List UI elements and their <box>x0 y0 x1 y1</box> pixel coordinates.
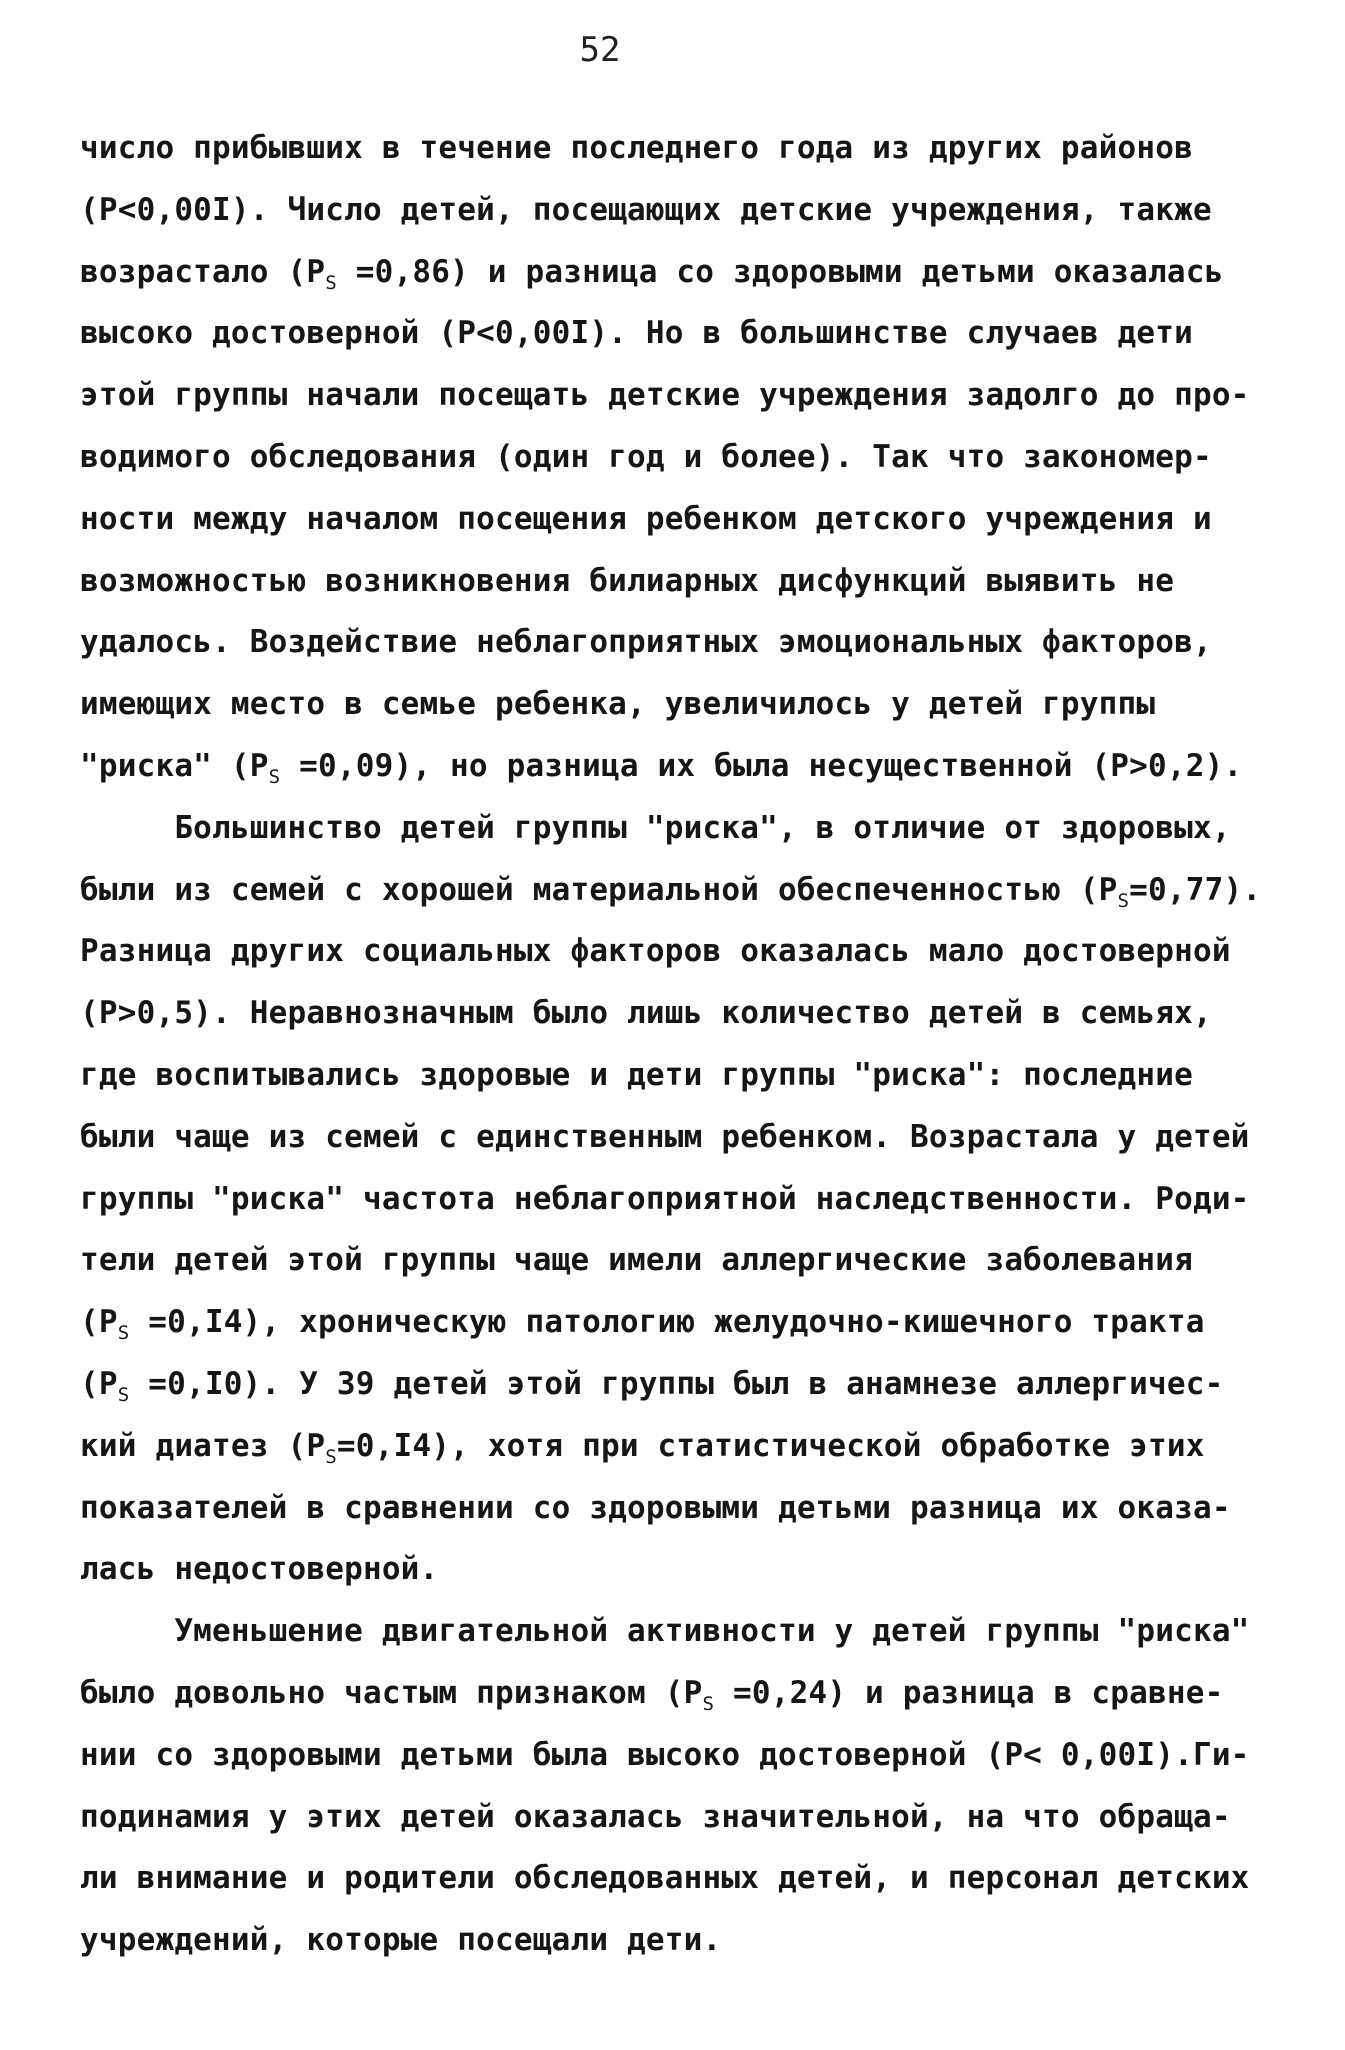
text-segment: число прибывших в течение последнего года из других районов <box>80 130 1193 166</box>
text-segment: Уменьшение двигательной активности у детей группы "риска" <box>80 1613 1250 1650</box>
text-line <box>80 1169 1265 1231</box>
text-line <box>80 489 1265 551</box>
text-segment: "риска" (P <box>80 747 269 784</box>
text-segment: Разница других социальных факторов оказалась мало достоверной <box>80 933 1231 970</box>
text-segment: =0,I4), хотя при статистической обработке этих <box>336 1427 1205 1464</box>
text-line <box>80 551 1265 613</box>
text-line <box>80 365 1265 427</box>
text-line <box>80 303 1265 365</box>
text-segment: показателей в сравнении со здоровыми детьми разница их оказа- <box>80 1489 1231 1526</box>
text-line <box>80 1478 1265 1540</box>
text-line <box>80 180 1265 242</box>
page-number: 52 <box>579 30 621 70</box>
text-segment: (P <box>80 1365 118 1402</box>
text-segment: где воспитывались здоровые и дети группы "риска": последние <box>80 1056 1193 1093</box>
text-line <box>80 1107 1265 1169</box>
text-segment: было довольно частым признаком (P <box>80 1674 703 1711</box>
text-line <box>80 983 1265 1045</box>
text-line <box>80 1787 1265 1849</box>
text-line <box>80 798 1265 860</box>
text-line <box>80 1416 1265 1478</box>
text-line <box>80 1910 1265 1972</box>
text-segment: имеющих место в семье ребенка, увеличилось у детей группы <box>80 686 1156 723</box>
subscript: S <box>268 765 281 788</box>
text-line <box>80 921 1265 983</box>
text-segment: удалось. Воздействие неблагоприятных эмоциональных факторов, <box>80 624 1212 661</box>
text-line <box>80 1045 1265 1107</box>
body-text <box>80 118 1265 1972</box>
text-segment: (P>0,5). Неравнозначным было лишь количество детей в семьях, <box>80 995 1212 1032</box>
text-segment: =0,I4), хроническую патологию желудочно-кишечного тракта <box>129 1304 1205 1341</box>
text-line <box>80 1725 1265 1787</box>
text-segment: этой группы начали посещать детские учреждения задолго до про- <box>80 377 1250 414</box>
text-segment: (P <box>80 1304 118 1341</box>
text-segment: были из семей с хорошей материальной обеспеченностью (P <box>80 871 1118 908</box>
text-segment: высоко достоверной (P<0,00I). Но в большинстве случаев дети <box>80 315 1193 352</box>
text-segment: кий диатез (P <box>80 1427 326 1464</box>
text-line <box>80 242 1265 304</box>
text-segment: ности между началом посещения ребенком детского учреждения и <box>80 500 1212 537</box>
text-segment: ли внимание и родители обследованных детей, и персонал детских <box>80 1860 1250 1897</box>
subscript: S <box>325 1445 337 1468</box>
text-segment: водимого обследования (один год и более). Так что закономер- <box>80 438 1212 475</box>
text-segment: =0,09), но разница их была несущественной (P>0,2). <box>280 747 1243 784</box>
text-segment: тели детей этой группы чаще имели аллергические заболевания <box>80 1242 1193 1279</box>
subscript: S <box>702 1692 715 1715</box>
subscript: S <box>1117 889 1130 912</box>
text-line <box>80 736 1265 798</box>
text-line <box>80 1539 1265 1601</box>
text-line <box>80 118 1265 180</box>
subscript: S <box>325 271 337 294</box>
text-segment: =0,I0). У 39 детей этой группы был в анамнезе аллергичес- <box>129 1365 1224 1402</box>
text-line <box>80 674 1265 736</box>
text-segment: Большинство детей группы "риска", в отличие от здоровых, <box>80 809 1231 846</box>
text-segment: =0,24) и разница в сравне- <box>714 1674 1224 1711</box>
text-segment: группы "риска" частота неблагоприятной наследственности. Роди- <box>80 1180 1250 1217</box>
text-segment: возрастало (P <box>80 253 326 290</box>
text-line <box>80 1354 1265 1416</box>
text-line <box>80 1663 1265 1725</box>
text-segment: были чаще из семей с единственным ребенком. Возрастала у детей <box>80 1118 1250 1155</box>
text-segment: подинамия у этих детей оказалась значительной, на что обраща- <box>80 1798 1231 1835</box>
subscript: S <box>117 1383 130 1406</box>
text-segment: возможностью возникновения билиарных дисфункций выявить не <box>80 562 1175 599</box>
text-segment: (P<0,00I). Число детей, посещающих детские учреждения, также <box>80 191 1212 228</box>
text-segment: учреждений, которые посещали дети. <box>80 1922 722 1959</box>
text-line <box>80 427 1265 489</box>
text-segment: =0,77). <box>1129 871 1262 908</box>
text-line <box>80 1230 1265 1292</box>
text-segment: нии со здоровыми детьми была высоко достоверной (P< 0,00I).Ги- <box>80 1736 1250 1773</box>
text-segment: лась недостоверной. <box>80 1551 439 1588</box>
text-segment: =0,86) и разница со здоровыми детьми оказалась <box>336 253 1224 290</box>
text-line <box>80 612 1265 674</box>
text-line <box>80 1292 1265 1354</box>
text-line <box>80 1601 1265 1663</box>
text-line <box>80 860 1265 922</box>
text-line <box>80 1848 1265 1910</box>
subscript: S <box>117 1322 130 1345</box>
